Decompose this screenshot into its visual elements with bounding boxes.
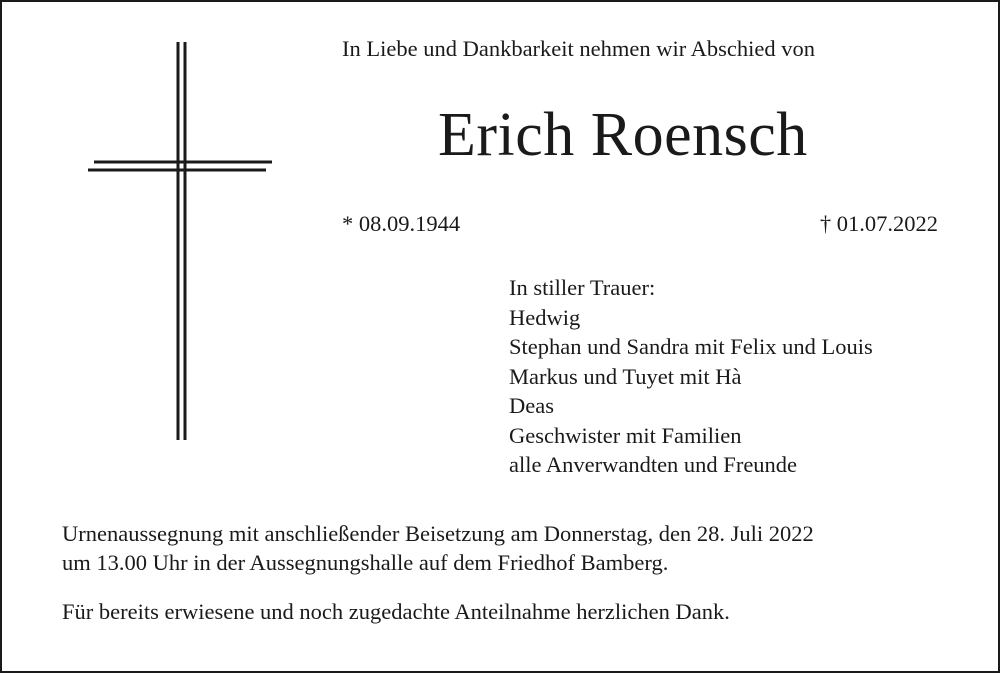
death-date: † 01.07.2022 (819, 211, 938, 236)
mourners-heading: In stiller Trauer: (509, 275, 656, 300)
deceased-name: Erich Roensch (438, 101, 808, 169)
mourner-line: Stephan und Sandra mit Felix und Louis (509, 334, 873, 359)
funeral-service-info (62, 519, 814, 577)
mourner-line: Hedwig (509, 304, 581, 330)
mourner-line: Markus und Tuyet mit Hà (509, 363, 742, 389)
birth-date: * 08.09.1944 (342, 211, 461, 236)
mourner-line: Geschwister mit Familien (509, 422, 742, 448)
mourner-line: alle Anverwandten und Freunde (509, 452, 798, 477)
intro-text: In Liebe und Dankbarkeit nehmen wir Abschied von (342, 36, 815, 61)
mourners-block (509, 273, 873, 480)
thanks-text: Für bereits erwiesene und noch zugedachte Anteilnahme herzlichen Dank. (62, 599, 730, 624)
service-line: Urnenaussegnung mit anschließender Beisetzung am Donnerstag, den 28. Juli 2022 (62, 521, 814, 546)
service-line: um 13.00 Uhr in der Aussegnungshalle auf dem Friedhof Bamberg. (62, 550, 669, 575)
mourner-line: Deas (509, 393, 554, 418)
